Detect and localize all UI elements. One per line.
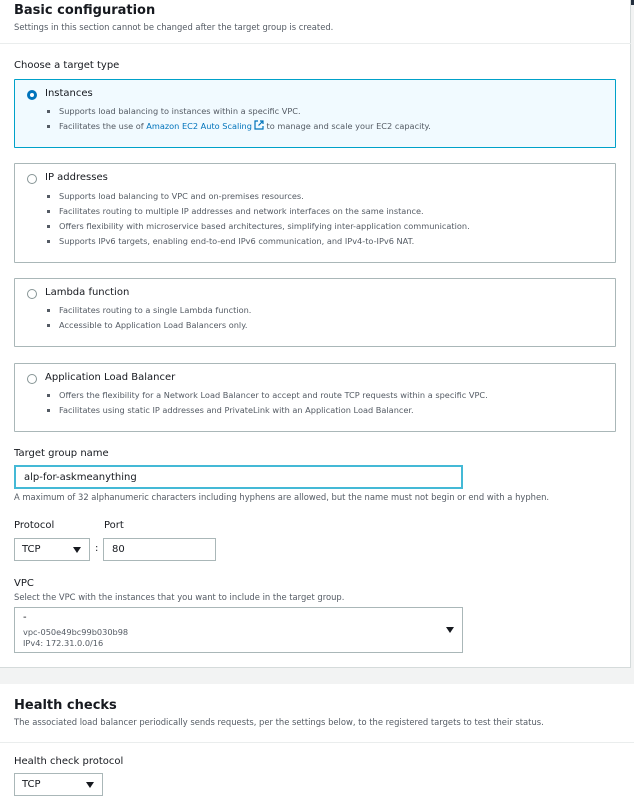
health-checks-panel	[0, 684, 634, 810]
bullet-item: Facilitates using static IP addresses and PrivateLink with an Application Load Balancer.	[45, 403, 488, 418]
bullet-item: Offers flexibility with microservice based architectures, simplifying inter-application communication.	[45, 219, 470, 234]
card-title: Application Load Balancer	[45, 372, 176, 383]
target-type-card-lambda[interactable]	[14, 278, 616, 347]
bullet-item-with-link	[45, 119, 431, 134]
protocol-select-value: TCP	[22, 544, 41, 555]
port-separator: :	[95, 543, 99, 554]
ec2-auto-scaling-link[interactable]: Amazon EC2 Auto Scaling	[146, 121, 252, 131]
protocol-label: Protocol	[14, 520, 55, 531]
card-title: Lambda function	[45, 287, 130, 298]
target-type-card-ip-addresses[interactable]	[14, 163, 616, 263]
chevron-down-icon	[73, 547, 81, 553]
radio-ip-addresses[interactable]	[27, 174, 37, 184]
bullet-item: Supports load balancing to VPC and on-premises resources.	[45, 189, 470, 204]
chevron-down-icon	[86, 782, 94, 788]
health-checks-description: The associated load balancer periodically sends requests, per the settings below, to the registered targets to test their status.	[14, 717, 544, 727]
health-check-protocol-value: TCP	[22, 779, 41, 790]
section-divider	[0, 742, 634, 743]
bullet-item: Offers the flexibility for a Network Load Balancer to accept and route TCP requests within a specific VPC.	[45, 388, 488, 403]
bullet-item: Facilitates routing to multiple IP addresses and network interfaces on the same instance.	[45, 204, 470, 219]
target-type-card-alb[interactable]	[14, 363, 616, 432]
vpc-selected-id: vpc-050e49bc99b030b98	[23, 627, 129, 637]
bullet-text: Facilitates the use of	[59, 121, 147, 131]
target-group-name-label: Target group name	[14, 448, 109, 459]
target-group-name-input[interactable]: alp-for-askmeanything	[14, 465, 463, 489]
vpc-description: Select the VPC with the instances that you want to include in the target group.	[14, 592, 345, 602]
radio-instances[interactable]	[27, 90, 37, 100]
vpc-select[interactable]	[14, 607, 463, 653]
basic-config-title: Basic configuration	[14, 3, 156, 18]
port-label: Port	[104, 520, 124, 531]
chevron-down-icon	[446, 627, 454, 633]
bullet-text: to manage and scale your EC2 capacity.	[263, 121, 431, 131]
bullet-item: Supports load balancing to instances within a specific VPC.	[45, 104, 431, 119]
vpc-label: VPC	[14, 578, 34, 589]
port-input[interactable]: 80	[103, 538, 216, 561]
radio-application-load-balancer[interactable]	[27, 374, 37, 384]
card-title: IP addresses	[45, 172, 108, 183]
bullet-item: Facilitates routing to a single Lambda function.	[45, 303, 251, 318]
target-type-card-instances[interactable]	[14, 79, 616, 148]
external-link-icon	[254, 120, 264, 130]
vpc-selected-name: -	[23, 612, 27, 623]
radio-lambda-function[interactable]	[27, 289, 37, 299]
health-checks-title: Health checks	[14, 698, 117, 713]
bullet-item: Accessible to Application Load Balancers only.	[45, 318, 251, 333]
section-divider	[0, 43, 631, 44]
health-check-protocol-label: Health check protocol	[14, 756, 124, 767]
card-title: Instances	[45, 88, 93, 99]
health-check-protocol-select[interactable]	[14, 773, 103, 796]
vpc-selected-cidr: IPv4: 172.31.0.0/16	[23, 638, 104, 648]
target-type-label: Choose a target type	[14, 60, 120, 71]
protocol-select[interactable]	[14, 538, 90, 561]
basic-config-description: Settings in this section cannot be changed after the target group is created.	[14, 22, 334, 32]
bullet-item: Supports IPv6 targets, enabling end-to-end IPv6 communication, and IPv4-to-IPv6 NAT.	[45, 234, 470, 249]
target-group-name-hint: A maximum of 32 alphanumeric characters including hyphens are allowed, but the name must not begin or end with a hyphen.	[14, 492, 550, 502]
